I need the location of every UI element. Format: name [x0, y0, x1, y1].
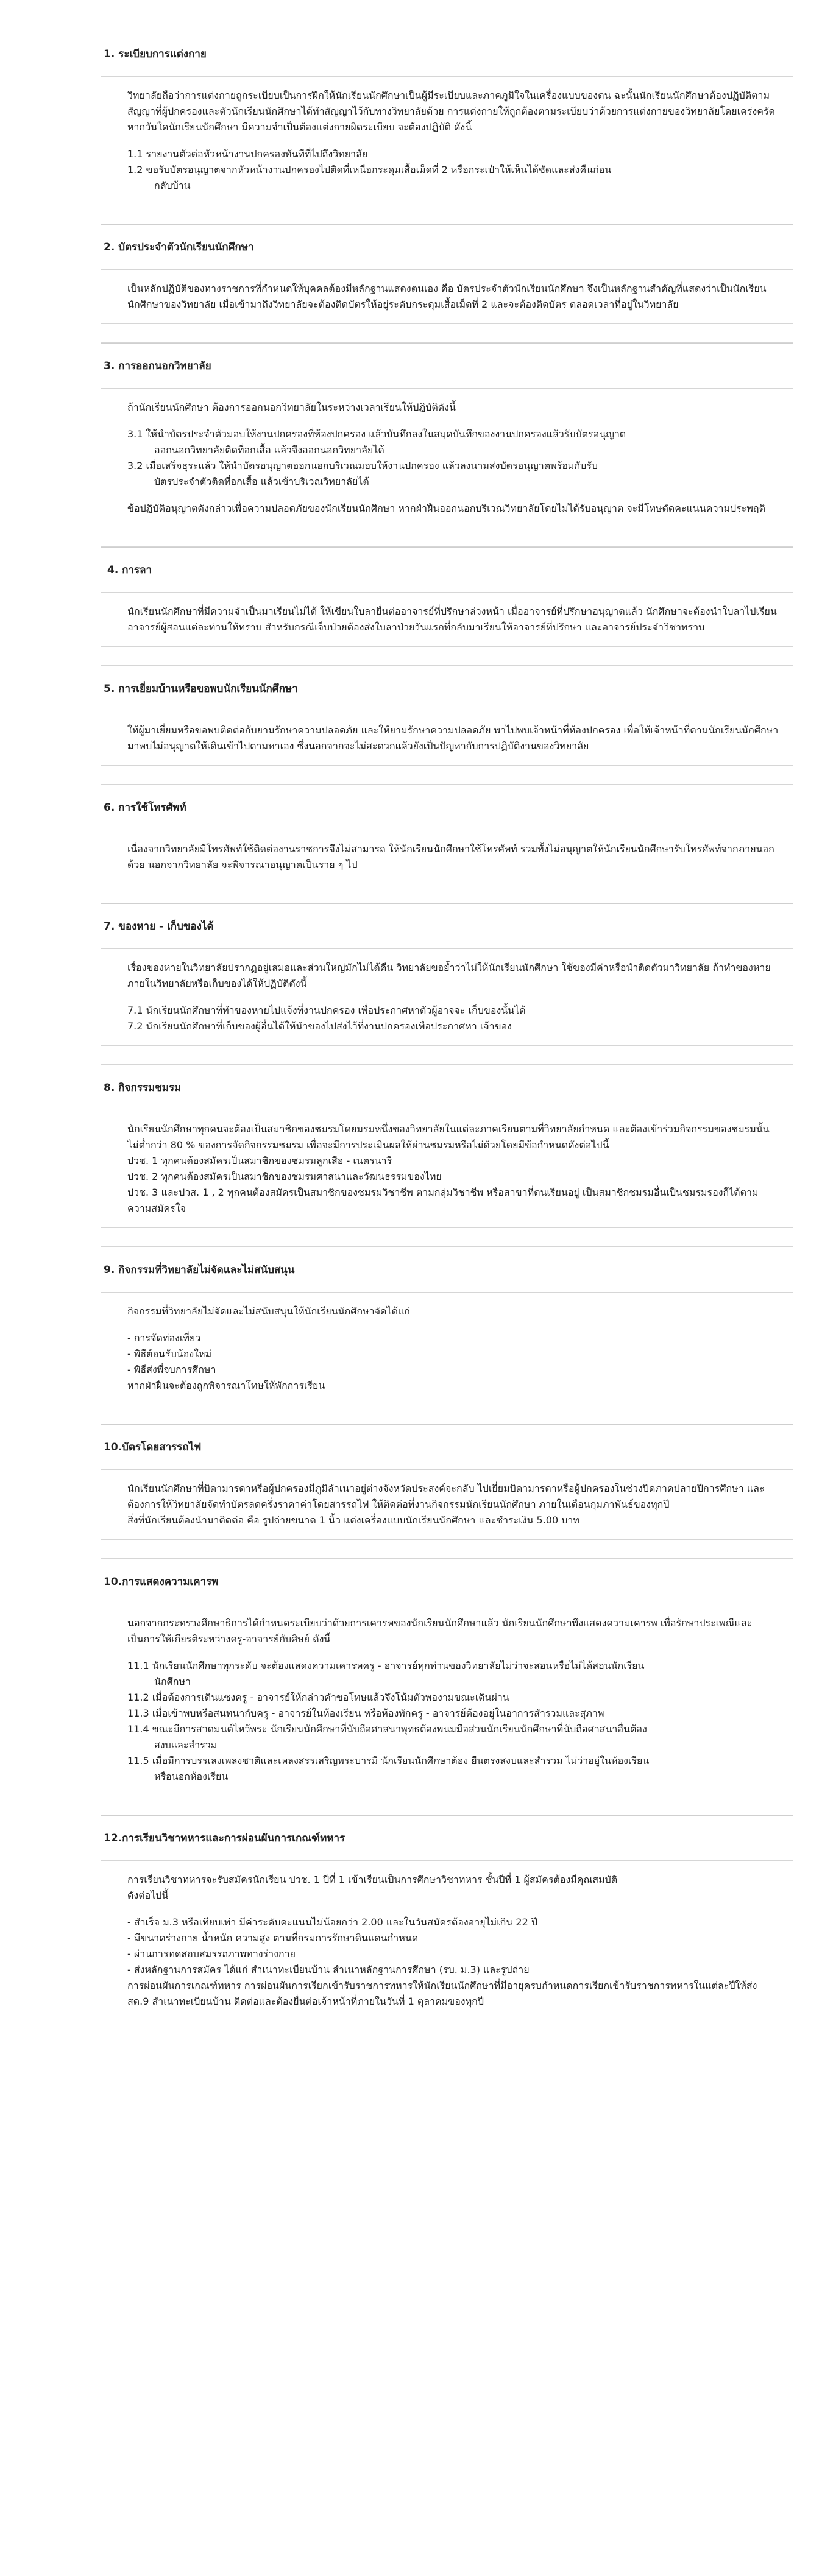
section-body — [126, 593, 793, 646]
list-item-continuation: กลับบ้าน — [154, 180, 191, 191]
list-item: - พิธีส่งพี่จบการศึกษา — [127, 1364, 216, 1375]
paragraph: สิ่งที่นักเรียนต้องนำมาติดต่อ คือ รูปถ่ายขนาด 1 นิ้ว แต่งเครื่องแบบนักเรียนนักศึกษา และชำระเงิน 5.00 บาท — [127, 1514, 579, 1526]
list-item: - สำเร็จ ม.3 หรือเทียบเท่า มีค่าระดับคะแนนไม่น้อยกว่า 2.00 และในวันสมัครต้องอายุไม่เกิน 22 ปี — [127, 1916, 537, 1928]
section-body — [126, 1470, 793, 1539]
paragraph: เป็นหลักปฏิบัติของทางราชการที่กำหนดให้บุคคลต้องมีหลักฐานแสดงตนเอง คือ บัตรประจำตัวนักเรียนนักศึกษา จึงเป็นหลักฐานสำคัญที่แสดงว่าเป็นนักเรียนนักศึกษาของวิทยาลัย เมื่อเข้ามาถึงวิทยาลัยจะต้องติดบัตรให้อยู่ระดับกระดุมเสื้อเม็ดที่ 2 และจะต้องติดบัตร ตลอดเวลาที่อยู่ในวิทยาลัย — [127, 283, 767, 310]
paragraph: การผ่อนผันการเกณฑ์ทหาร การผ่อนผันการเรียกเข้ารับราชการทหารให้นักเรียนนักศึกษาที่มีอายุครบกำหนดการเรียกเข้ารับราชการทหารในแต่ละปีให้ส่ง สด.9 สำเนาทะเบียนบ้าน ติดต่อและต้องยื่นต่อเจ้าหน้าที่ภายในวันที่ 1 ตุลาคมของทุกปี — [127, 1980, 757, 2007]
section-body — [126, 949, 793, 1045]
list-item: 7.1 นักเรียนนักศึกษาที่ทำของหายไปแจ้งที่งานปกครอง เพื่อประกาศหาตัวผู้อาจจะ เก็บของนั้นได้ — [127, 1004, 526, 1016]
section-body — [126, 1293, 793, 1405]
section-divider — [101, 1405, 793, 1424]
paragraph: นักเรียนนักศึกษาที่มีความจำเป็นมาเรียนไม่ได้ ให้เขียนใบลายื่นต่ออาจารย์ที่ปรึกษาล่วงหน้า เมื่ออาจารย์ที่ปรึกษาอนุญาตแล้ว นักศึกษาจะต้องนำใบลาไปเรียนอาจารย์ผู้สอนแต่ละท่านให้ทราบ สำหรับกรณีเจ็บป่วยต้องส่งใบลาป่วยวันแรกที่กลับมาเรียนให้อาจารย์ที่ปรึกษา และอาจารย์ประจำวิชาทราบ — [127, 605, 777, 633]
section-title: 10.การแสดงความเคารพ — [101, 1559, 793, 1604]
section-divider — [101, 1539, 793, 1559]
list-item: - การจัดท่องเที่ยว — [127, 1332, 201, 1344]
document-page — [101, 32, 793, 2576]
section-title: 1. ระเบียบการแต่งกาย — [101, 32, 793, 77]
section-body — [126, 830, 793, 884]
section-dress-code — [101, 32, 793, 205]
section-divider — [101, 1796, 793, 1815]
list-item: ปวช. 1 ทุกคนต้องสมัครเป็นสมาชิกของชมรมลูกเสือ - เนตรนารี — [127, 1155, 392, 1166]
paragraph: นักเรียนนักศึกษาทุกคนจะต้องเป็นสมาชิกของชมรมโดยมรมหนึ่งของวิทยาลัยในแต่ละภาคเรียนตามที่วิทยาลัยกำหนด และต้องเข้าร่วมกิจกรรมของชมรมนั้นไม่ต่ำกว่า 80 % ของการจัดกิจกรรมชมรม เพื่อจะมีการประเมินผลให้ผ่านชมรมหรือไม่ด้วยโดยมีข้อกำหนดดังต่อไปนี้ — [127, 1123, 770, 1151]
list-item: - ผ่านการทดสอบสมรรถภาพทางร่างกาย — [127, 1948, 296, 1960]
section-body — [126, 711, 793, 765]
list-item: 11.1 นักเรียนนักศึกษาทุกระดับ จะต้องแสดงความเคารพครู - อาจารย์ทุกท่านของวิทยาลัยไม่ว่าจะสอนหรือไม่ได้สอนนักเรียน — [127, 1660, 645, 1671]
section-club-activities — [101, 1065, 793, 1227]
section-visits — [101, 666, 793, 765]
list-item: ปวช. 3 และปวส. 1 , 2 ทุกคนต้องสมัครเป็นสมาชิกของชมรมวิชาชีพ ตามกลุ่มวิชาชีพ หรือสาขาที่ตนเรียนอยู่ เป็นสมาชิกชมรมอื่นเป็นชมรมรองก็ได้ตามความสมัครใจ — [127, 1187, 759, 1214]
section-body — [126, 1110, 793, 1227]
list-item-continuation: นักศึกษา — [154, 1676, 191, 1687]
list-item: 3.2 เมื่อเสร็จธุระแล้ว ให้นำบัตรอนุญาตออกนอกบริเวณมอบให้งานปกครอง แล้วลงนามส่งบัตรอนุญาตพร้อมกับรับ — [127, 460, 598, 471]
section-title: 8. กิจกรรมชมรม — [101, 1065, 793, 1110]
list-item: 1.2 ขอรับบัตรอนุญาตจากหัวหน้างานปกครองไปติดที่เหนือกระดุมเสื้อเม็ดที่ 2 หรือกระเป๋าให้เห็นได้ชัดและส่งคืนก่อน — [127, 164, 612, 175]
section-train-ticket — [101, 1424, 793, 1539]
section-title: 6. การใช้โทรศัพท์ — [101, 785, 793, 830]
paragraph: กิจกรรมที่วิทยาลัยไม่จัดและไม่สนับสนุนให้นักเรียนนักศึกษาจัดได้แก่ — [127, 1305, 410, 1317]
section-divider — [101, 1045, 793, 1065]
paragraph: นอกจากกระทรวงศึกษาธิการได้กำหนดระเบียบว่าด้วยการเคารพของนักเรียนนักศึกษาแล้ว นักเรียนนักศึกษาพึงแสดงความเคารพ เพื่อรักษาประเพณีและเป็นการให้เกียรติระหว่างครู-อาจารย์กับศิษย์ ดังนี้ — [127, 1617, 753, 1645]
section-divider — [101, 884, 793, 903]
section-title: 12.การเรียนวิชาทหารและการผ่อนผันการเกณฑ์ทหาร — [101, 1816, 793, 1861]
section-divider — [101, 323, 793, 343]
section-leave — [101, 547, 793, 646]
list-item-continuation: ออกนอกวิทยาลัยติดที่อกเสื้อ แล้วจึงออกนอกวิทยาลัยได้ — [154, 444, 384, 456]
list-item: 7.2 นักเรียนนักศึกษาที่เก็บของผู้อื่นได้ให้นำของไปส่งไว้ที่งานปกครองเพื่อประกาศหา เจ้าของ — [127, 1020, 512, 1032]
section-body — [126, 270, 793, 323]
section-telephone — [101, 785, 793, 884]
section-respect — [101, 1559, 793, 1796]
section-student-id-card — [101, 224, 793, 323]
list-item: 11.2 เมื่อต้องการเดินแซงครู - อาจารย์ให้กล่าวคำขอโทษแล้วจึงโน้มตัวพองามขณะเดินผ่าน — [127, 1692, 509, 1703]
section-body — [126, 77, 793, 205]
section-title: 9. กิจกรรมที่วิทยาลัยไม่จัดและไม่สนับสนุน — [101, 1247, 793, 1293]
section-body — [126, 1861, 793, 2020]
section-divider — [101, 646, 793, 666]
list-item: 11.4 ขณะมีการสวดมนต์ไหว้พระ นักเรียนนักศึกษาที่นับถือศาสนาพุทธต้องพนมมือส่วนนักเรียนนักศึกษาที่นับถือศาสนาอื่นต้อง — [127, 1723, 647, 1735]
list-item-continuation: บัตรประจำตัวติดที่อกเสื้อ แล้วเข้าบริเวณวิทยาลัยได้ — [154, 476, 369, 487]
section-body — [126, 389, 793, 528]
section-divider — [101, 528, 793, 547]
paragraph: การเรียนวิชาทหารจะรับสมัครนักเรียน ปวช. 1 ปีที่ 1 เข้าเรียนเป็นการศึกษาวิชาทหาร ชั้นปีที่ 1 ผู้สมัครต้องมีคุณสมบัติ — [127, 1874, 618, 1885]
paragraph: ข้อปฏิบัติอนุญาตดังกล่าวเพื่อความปลอดภัยของนักเรียนนักศึกษา หากฝ่าฝืนออกนอกบริเวณวิทยาลัยโดยไม่ได้รับอนุญาต จะมีโทษตัดคะแนนความประพฤติ — [127, 503, 765, 514]
list-item: 11.3 เมื่อเข้าพบหรือสนทนากับครู - อาจารย์ในห้องเรียน หรือห้องพักครู - อาจารย์ต้องอยู่ในอาการสำรวมและสุภาพ — [127, 1707, 604, 1719]
section-title: 7. ของหาย - เก็บของได้ — [101, 904, 793, 949]
paragraph: ถ้านักเรียนนักศึกษา ต้องการออกนอกวิทยาลัยในระหว่างเวลาเรียนให้ปฏิบัติดังนี้ — [127, 401, 456, 413]
section-divider — [101, 765, 793, 785]
section-title: 10.บัตรโดยสารรถไฟ — [101, 1425, 793, 1470]
section-body — [126, 1604, 793, 1796]
paragraph: เนื่องจากวิทยาลัยมีโทรศัพท์ใช้ติดต่องานราชการจึงไม่สามารถ ให้นักเรียนนักศึกษาใช้โทรศัพท์ รวมทั้งไม่อนุญาตให้นักเรียนนักศึกษารับโทรศัพท์จากภายนอกด้วย นอกจากวิทยาลัย จะพิจารณาอนุญาตเป็นราย ๆ ไป — [127, 843, 774, 870]
section-divider — [101, 205, 793, 224]
list-item: - ส่งหลักฐานการสมัคร ได้แก่ สำเนาทะเบียนบ้าน สำเนาหลักฐานการศึกษา (รบ. ม.3) และรูปถ่าย — [127, 1964, 530, 1975]
section-military-training — [101, 1815, 793, 2020]
paragraph: เรื่องของหายในวิทยาลัยปรากฏอยู่เสมอและส่วนใหญ่มักไม่ได้คืน วิทยาลัยขอย้ำว่าไม่ให้นักเรียนนักศึกษา ใช้ของมีค่าหรือนำติดตัวมาวิทยาลัย ถ้าทำของหายภายในวิทยาลัยหรือเก็บของได้ให้ปฏิบัติดังนี้ — [127, 962, 771, 989]
list-item: 1.1 รายงานตัวต่อหัวหน้างานปกครองทันทีที่ไปถึงวิทยาลัย — [127, 148, 368, 160]
paragraph: ดังต่อไปนี้ — [127, 1890, 169, 1901]
section-title: 2. บัตรประจำตัวนักเรียนนักศึกษา — [101, 225, 793, 270]
list-item: 11.5 เมื่อมีการบรรเลงเพลงชาติและเพลงสรรเสริญพระบารมี นักเรียนนักศึกษาต้อง ยืนตรงสงบและสำรวม ไม่ว่าอยู่ในห้องเรียน — [127, 1755, 650, 1766]
section-leaving-campus — [101, 343, 793, 528]
list-item: หากฝ่าฝืนจะต้องถูกพิจารณาโทษให้พักการเรียน — [127, 1380, 325, 1391]
paragraph: นักเรียนนักศึกษาที่บิดามารดาหรือผู้ปกครองมีภูมิลำเนาอยู่ต่างจังหวัดประสงค์จะกลับ ไปเยี่ยมบิดามารดาหรือผู้ปกครองในช่วงปิดภาคปลายปีการศึกษา และต้องการให้วิทยาลัยจัดทำบัตรลดครึ่งราคาค่าโดยสารรถไฟ ให้ติดต่อที่งานกิจกรรมนักเรียนนักศึกษา ภายในเดือนกุมภาพันธ์ของทุกปี — [127, 1483, 765, 1510]
section-title: 5. การเยี่ยมบ้านหรือขอพบนักเรียนนักศึกษา — [101, 666, 793, 711]
paragraph: ให้ผู้มาเยี่ยมหรือขอพบติดต่อกับยามรักษาความปลอดภัย และให้ยามรักษาความปลอดภัย พาไปพบเจ้าหน้าที่ห้องปกครอง เพื่อให้เจ้าหน้าที่ตามนักเรียนนักศึกษามาพบไม่อนุญาตให้เดินเข้าไปตามหาเอง ซึ่งนอกจากจะไม่สะดวกแล้วยังเป็นปัญหากับการปฏิบัติงานของวิทยาลัย — [127, 724, 779, 752]
list-item-continuation: หรือนอกห้องเรียน — [154, 1771, 229, 1782]
list-item: ปวช. 2 ทุกคนต้องสมัครเป็นสมาชิกของชมรมศาสนาและวัฒนธรรมของไทย — [127, 1171, 442, 1182]
paragraph: วิทยาลัยถือว่าการแต่งกายถูกระเบียบเป็นการฝึกให้นักเรียนนักศึกษาเป็นผู้มีระเบียบและภาคภูมิใจในเครื่องแบบของตน ฉะนั้นนักเรียนนักศึกษาต้องปฏิบัติตามสัญญาที่ผู้ปกครองและตัวนักเรียนนักศึกษาได้ทำสัญญาไว้กับทางวิทยาลัยด้วย การแต่งกายให้ถูกต้องตามระเบียบว่าด้วยการแต่งกายของวิทยาลัยโดยเคร่งครัด หากวันใดนักเรียนนักศึกษา มีความจำเป็นต้องแต่งกายผิดระเบียบ จะต้องปฏิบัติ ดังนี้ — [127, 90, 775, 133]
section-title: 4. การลา — [101, 548, 793, 593]
section-divider — [101, 1227, 793, 1247]
section-title: 3. การออกนอกวิทยาลัย — [101, 344, 793, 389]
list-item-continuation: สงบและสำรวม — [154, 1739, 218, 1751]
section-unsupported-activities — [101, 1247, 793, 1405]
list-item: 3.1 ให้นำบัตรประจำตัวมอบให้งานปกครองที่ห้องปกครอง แล้วบันทึกลงในสมุดบันทึกของงานปกครองแล้วรับบัตรอนุญาต — [127, 428, 626, 440]
section-lost-and-found — [101, 903, 793, 1045]
list-item: - มีขนาดร่างกาย น้ำหนัก ความสูง ตามที่กรมการรักษาดินแดนกำหนด — [127, 1932, 419, 1944]
list-item: - พิธีต้อนรับน้องใหม่ — [127, 1348, 212, 1360]
